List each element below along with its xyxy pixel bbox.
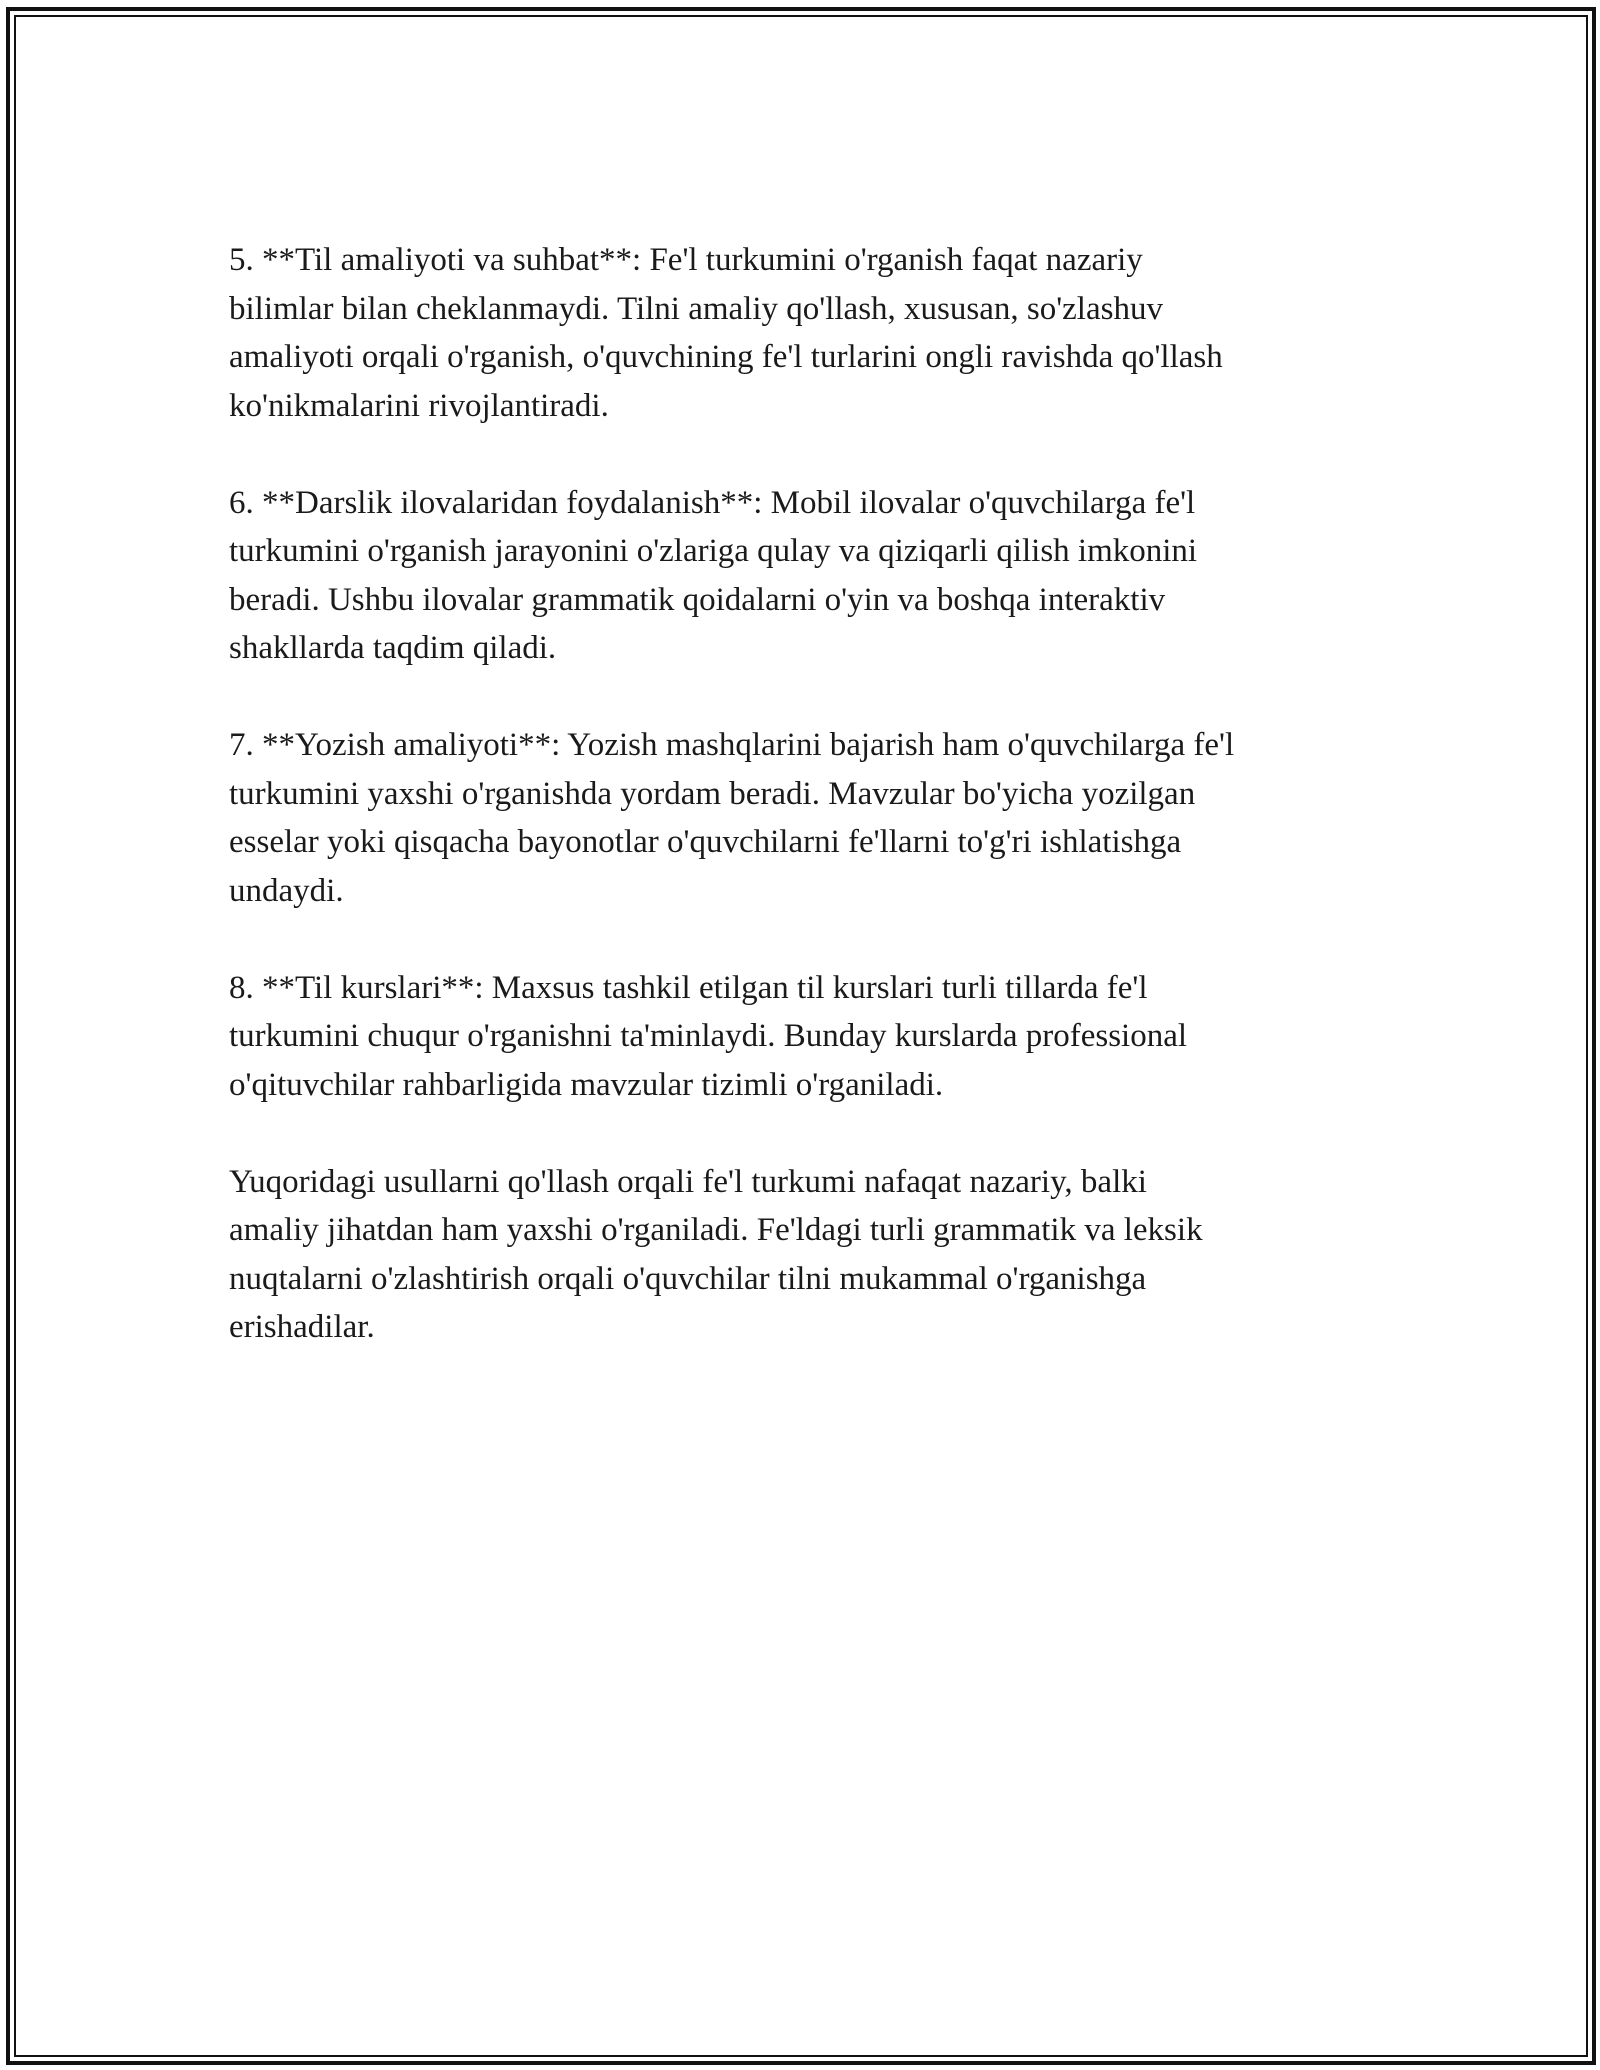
paragraph-darslik-ilovalari: 6. **Darslik ilovalaridan foydalanish**: Mobil ilovalar o'quvchilarga fe'l turkumini o'rganish jarayonini o'zlariga qulay va qiziqarli qilish imkonini beradi. Ushbu ilovalar grammatik qoidalarni o'yin va boshqa interaktiv shakllarda taqdim qiladi.: [229, 484, 1198, 666]
paragraph-til-amaliyoti: 5. **Til amaliyoti va suhbat**: Fe'l turkumini o'rganish faqat nazariy bilimlar bilan cheklanmaydi. Tilni amaliy qo'llash, xususan, so'zlashuv amaliyoti orqali o'rganish, o'quvchining fe'l turlarini ongli ravishda qo'llash ko'nikmalarini rivojlantiradi.: [229, 242, 1223, 424]
paragraph-conclusion: Yuqoridagi usullarni qo'llash orqali fe'l turkumi nafaqat nazariy, balki amaliy jihatdan ham yaxshi o'rganiladi. Fe'ldagi turli grammatik va leksik nuqtalarni o'zlashtirish orqali o'quvchilar tilni mukammal o'rganishga erishadilar.: [229, 1163, 1203, 1345]
document-body: [229, 236, 1389, 1400]
paragraph-til-kurslari: 8. **Til kurslari**: Maxsus tashkil etilgan til kurslari turli tillarda fe'l turkumini chuqur o'rganishni ta'minlaydi. Bunday kurslarda professional o'qituvchilar rahbarligida mavzular tizimli o'rganiladi.: [229, 969, 1188, 1103]
paragraph-yozish-amaliyoti: 7. **Yozish amaliyoti**: Yozish mashqlarini bajarish ham o'quvchilarga fe'l turkumini yaxshi o'rganishda yordam beradi. Mavzular bo'yicha yozilgan esselar yoki qisqacha bayonotlar o'quvchilarni fe'llarni to'g'ri ishlatishga undaydi.: [229, 727, 1235, 909]
